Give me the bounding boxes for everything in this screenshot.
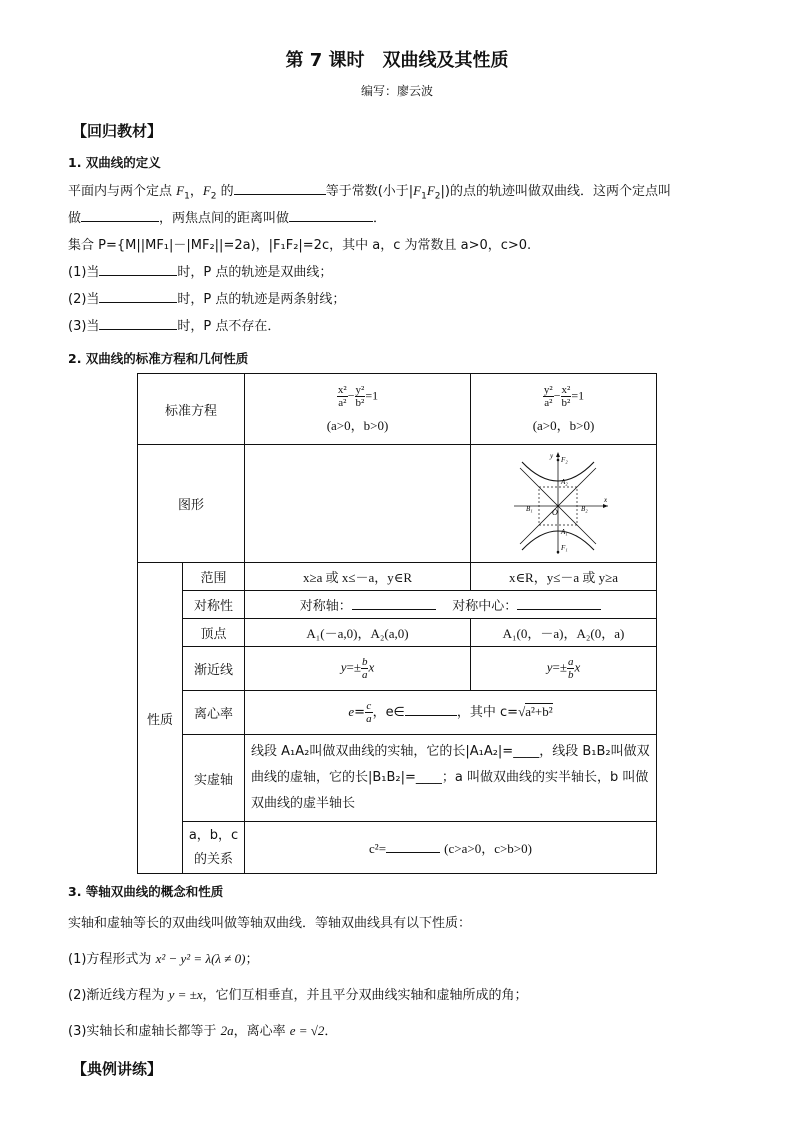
equation-horizontal: $\frac{\text{x²}}{\text{a²}}$ − $\frac{\text{y²}}{\text{b²}}$ =1 (a>0，b>0) (245, 374, 471, 445)
equiaxial-intro: 实轴和虚轴等长的双曲线叫做等轴双曲线．等轴双曲线具有以下性质： (68, 916, 472, 931)
svg-text:A₁: A₁ (560, 527, 568, 536)
asymptote-vertical: y=± $\frac{a}{b}$ x (471, 647, 657, 691)
range-vertical: x∈R，y≤－a 或 y≥a (471, 563, 657, 591)
blank-field[interactable] (99, 317, 177, 330)
svg-text:x: x (603, 495, 607, 504)
svg-text:F₁: F₁ (560, 543, 568, 552)
blank-field[interactable] (99, 290, 177, 303)
row-label-axes: 实虚轴 (183, 735, 245, 822)
row-label-properties: 性质 (138, 563, 183, 874)
row-label-eccentricity: 离心率 (183, 691, 245, 735)
definition-line-1: 平面内与两个定点 $F_1$，$F_2$ 的 等于常数(小于$|F_1F_2|$)的点的轨迹叫做双曲线．这两个定点叫 (68, 183, 671, 202)
section-heading-review: 【回归教材】 (72, 122, 163, 140)
row-label-equation: 标准方程 (138, 374, 245, 445)
vertex-vertical: A₁(0，－a)，A₂(0，a) (471, 619, 657, 647)
properties-table (137, 373, 657, 874)
blank-field[interactable] (234, 182, 326, 195)
row-label-vertex: 顶点 (183, 619, 245, 647)
blank-field[interactable] (386, 840, 440, 853)
svg-text:O: O (551, 507, 558, 517)
eccentricity-cell: e= $\frac{c}{a}$ ，e∈ ，其中 c=√a²+b² (245, 691, 657, 735)
author-line: 编写：廖云波 (360, 84, 433, 98)
definition-line-2: 做 ，两焦点间的距离叫做 ． (68, 211, 387, 226)
equiaxial-prop-1: (1)方程形式为 x² − y² = λ(λ ≠ 0)； (68, 951, 259, 967)
graph-vertical-hyperbola (471, 445, 657, 563)
svg-text:A₂: A₂ (560, 477, 568, 486)
section-heading-examples: 【典例讲练】 (72, 1060, 163, 1078)
graph-horizontal-empty (245, 445, 471, 563)
row-label-abc: a，b，c 的关系 (183, 822, 245, 874)
blank-field[interactable] (352, 597, 436, 610)
blank-field[interactable] (99, 263, 177, 276)
svg-text:B₂: B₂ (580, 504, 588, 513)
blank-field[interactable] (405, 703, 457, 716)
row-label-asymptote: 渐近线 (183, 647, 245, 691)
symmetry-cell: 对称轴： 对称中心： (245, 591, 657, 619)
axes-cell: 线段 A₁A₂叫做双曲线的实轴，它的长|A₁A₂|=____，线段 B₁B₂叫做双曲线的虚轴，它的长|B₁B₂|=____；a 叫做双曲线的实半轴长，b 叫做双曲线的虚半轴长 (245, 735, 657, 822)
condition-1: (1)当 时，P 点的轨迹是双曲线； (68, 265, 333, 280)
svg-text:B₁: B₁ (525, 504, 533, 513)
condition-2: (2)当 时，P 点的轨迹是两条射线； (68, 292, 346, 307)
standard-eq-heading: 2. 双曲线的标准方程和几何性质 (68, 351, 249, 366)
svg-text:y: y (549, 451, 553, 460)
definition-heading: 1. 双曲线的定义 (68, 155, 161, 170)
equiaxial-prop-2: (2)渐近线方程为 y = ±x，它们互相垂直，并且平分双曲线实轴和虚轴所成的角； (68, 987, 528, 1003)
row-label-graph: 图形 (138, 445, 245, 563)
abc-relation-cell: c²= (c>a>0，c>b>0) (245, 822, 657, 874)
equation-vertical: $\frac{\text{y²}}{\text{a²}}$ − $\frac{\text{x²}}{\text{b²}}$ =1 (a>0，b>0) (471, 374, 657, 445)
row-label-symmetry: 对称性 (183, 591, 245, 619)
definition-line-3: 集合 P={M||MF₁|－|MF₂||=2a)，|F₁F₂|=2c，其中 a，c 为常数且 a>0，c>0. (68, 238, 532, 253)
range-horizontal: x≥a 或 x≤－a，y∈R (245, 563, 471, 591)
equiaxial-prop-3: (3)实轴长和虚轴长都等于 2a，离心率 e = √2． (68, 1023, 338, 1039)
blank-field[interactable] (81, 209, 159, 222)
blank-field[interactable] (289, 209, 373, 222)
asymptote-horizontal: y=± $\frac{b}{a}$ x (245, 647, 471, 691)
blank-field[interactable] (517, 597, 601, 610)
hyperbola-diagram (512, 448, 616, 556)
page-title: 第 7 课时 双曲线及其性质 (285, 50, 509, 71)
condition-3: (3)当 时，P 点不存在． (68, 319, 281, 334)
vertex-horizontal: A₁(－a,0)，A₂(a,0) (245, 619, 471, 647)
row-label-range: 范围 (183, 563, 245, 591)
svg-text:F₂: F₂ (560, 455, 568, 464)
equiaxial-heading: 3. 等轴双曲线的概念和性质 (68, 884, 224, 899)
